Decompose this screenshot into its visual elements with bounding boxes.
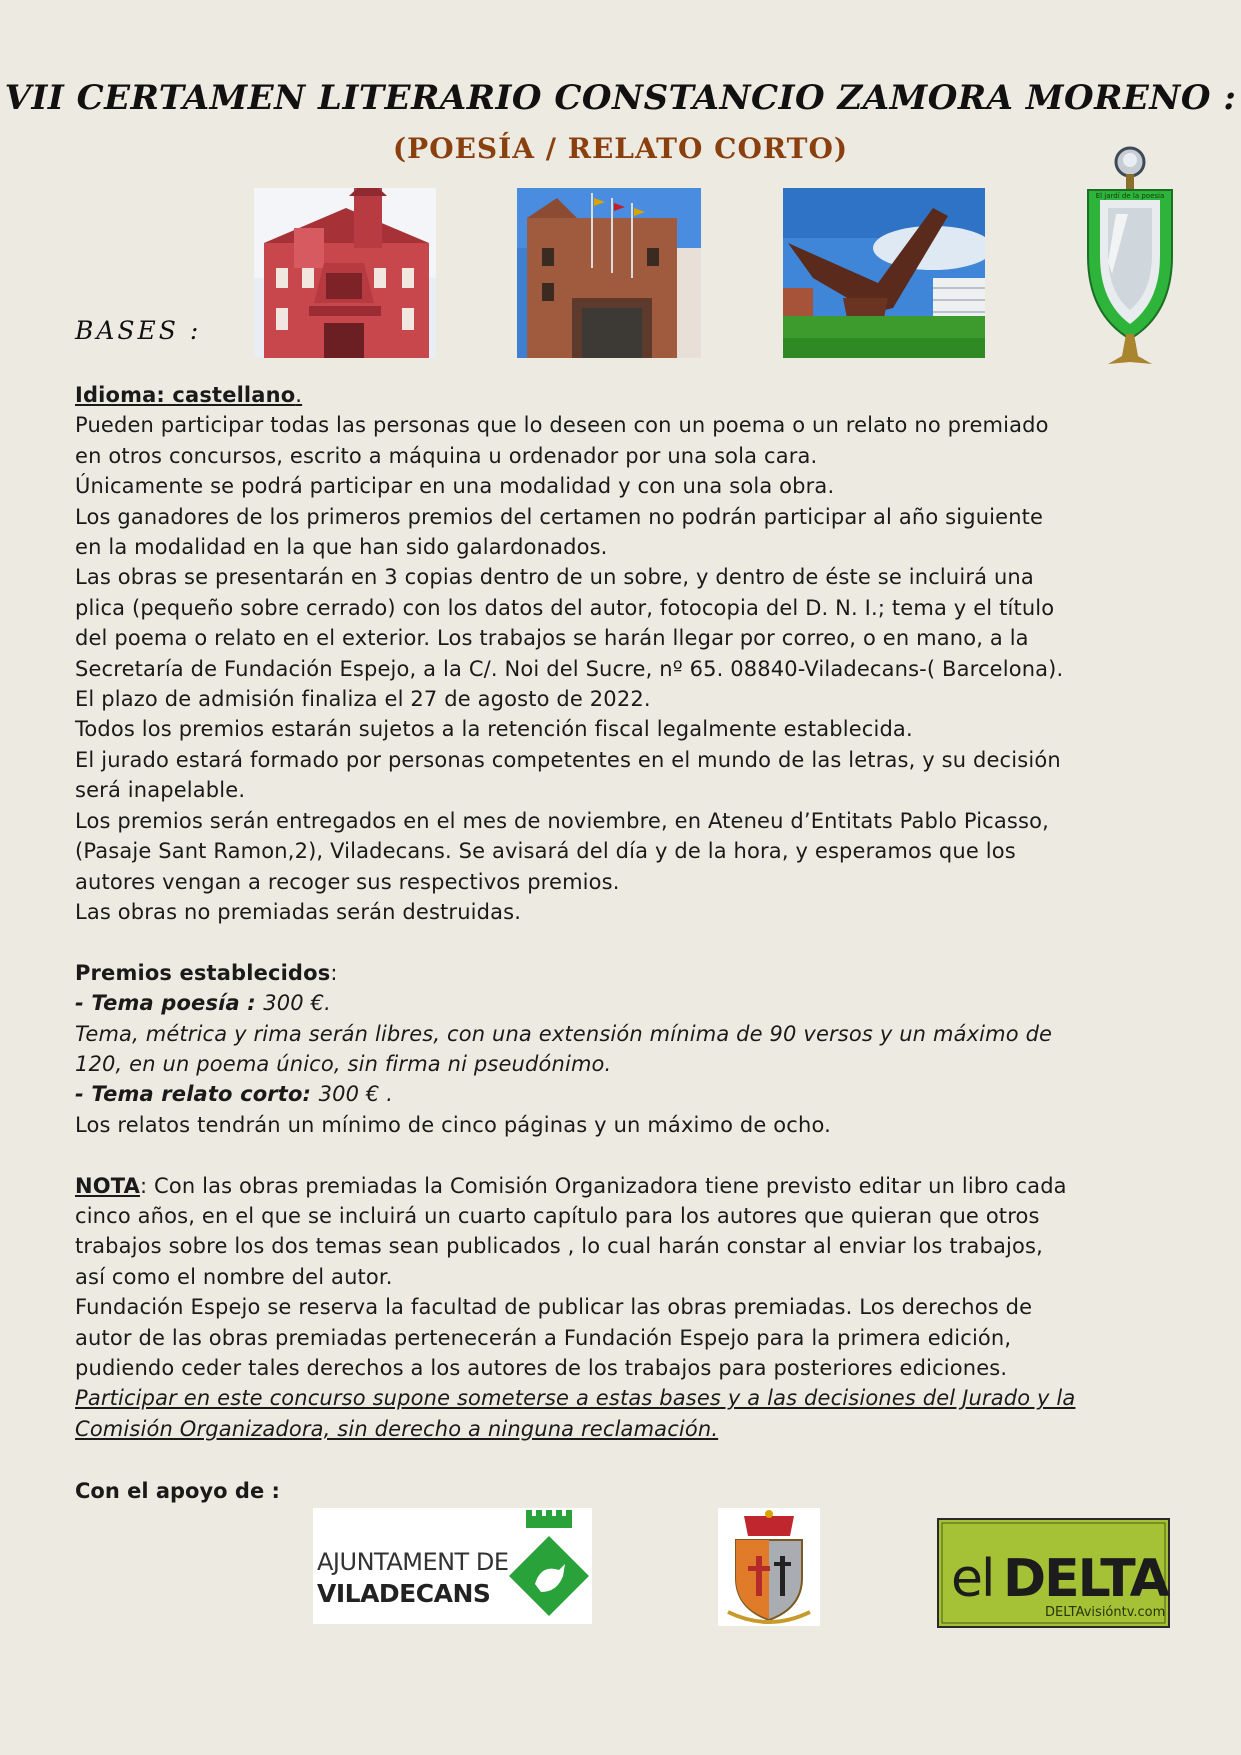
page-subtitle: (POESÍA / RELATO CORTO) <box>392 132 849 165</box>
ajuntament-viladecans-logo <box>313 1508 592 1628</box>
nota-line: cinco años, en el que se incluirá un cuarto capítulo para los autores que quieran que otros <box>75 1203 1040 1228</box>
rule-line: Todos los premios estarán sujetos a la retención fiscal legalmente establecida. <box>75 717 913 742</box>
nota-line: así como el nombre del autor. <box>75 1264 393 1289</box>
rule-line: será inapelable. <box>75 778 246 803</box>
svg-text:el: el <box>951 1549 994 1609</box>
svg-text:VILADECANS: VILADECANS <box>317 1579 491 1608</box>
prize-relato: - Tema relato corto: 300 € . <box>75 1082 394 1107</box>
rule-line: Únicamente se podrá participar en una modalidad y con una sola obra. <box>75 474 835 499</box>
nota-line: pudiendo ceder tales derechos a los autores de los trabajos para posteriores ediciones. <box>75 1355 1008 1380</box>
nota-line: NOTA: Con las obras premiadas la Comisión Organizadora tiene previsto editar un libro cada <box>75 1173 1067 1198</box>
rule-line: plica (pequeño sobre cerrado) con los datos del autor, fotocopia del D. N. I.; tema y el título <box>75 595 1055 620</box>
rule-line: en la modalidad en la que han sido galardonados. <box>75 535 608 560</box>
emblem-text: El jardí de la poesia <box>1095 192 1165 200</box>
page-title: VII CERTAMEN LITERARIO CONSTANCIO ZAMORA MORENO : <box>4 78 1237 118</box>
el-delta-logo <box>937 1518 1170 1632</box>
rule-line: Las obras no premiadas serán destruidas. <box>75 899 522 924</box>
disclaimer: Participar en este concurso supone someterse a estas bases y a las decisiones del Jurado y la <box>75 1386 1076 1411</box>
photo-town-hall <box>254 188 436 358</box>
rule-line: El jurado estará formado por personas competentes en el mundo de las letras, y su decisión <box>75 747 1061 772</box>
prize-poesia-desc: 120, en un poema único, sin firma ni pseudónimo. <box>75 1051 612 1076</box>
rule-line: Las obras se presentarán en 3 copias dentro de un sobre, y dentro de éste se incluirá una <box>75 565 1034 590</box>
prize-poesia-desc: Tema, métrica y rima serán libres, con una extensión mínima de 90 versos y un máximo de <box>75 1021 1053 1046</box>
rule-line: autores vengan a recoger sus respectivos premios. <box>75 869 620 894</box>
nota-label: NOTA <box>75 1173 140 1198</box>
mirror-shield-emblem <box>1080 144 1180 374</box>
nota-line: Fundación Espejo se reserva la facultad de publicar las obras premiadas. Los derechos de <box>75 1295 1033 1320</box>
support-label: Con el apoyo de : <box>75 1479 280 1503</box>
rule-line: Secretaría de Fundación Espejo, a la C/. Noi del Sucre, nº 65. 08840-Viladecans-( Barcelona). <box>75 656 1064 681</box>
prizes-heading: Premios establecidos: <box>75 960 338 985</box>
idioma-label: Idioma: castellano <box>75 383 296 407</box>
rule-line: Los premios serán entregados en el mes de noviembre, en Ateneu d’Entitats Pablo Picasso, <box>75 808 1049 833</box>
prize-poesia: - Tema poesía : 300 €. <box>75 991 331 1016</box>
disclaimer: Comisión Organizadora, sin derecho a ninguna reclamación. <box>75 1416 719 1441</box>
svg-text:AJUNTAMENT DE: AJUNTAMENT DE <box>317 1548 509 1576</box>
nota-line: trabajos sobre los dos temas sean publicados , lo cual harán constar al enviar los trabajos, <box>75 1234 1043 1259</box>
photo-sculpture <box>783 188 985 358</box>
photo-brick-building <box>517 188 701 358</box>
rule-line: (Pasaje Sant Ramon,2), Viladecans. Se avisará del día y de la hora, y esperamos que los <box>75 839 1016 864</box>
rule-line: en otros concursos, escrito a máquina u ordenador por una sola cara. <box>75 443 818 468</box>
nota-line: autor de las obras premiadas pertenecerán a Fundación Espejo para la primera edición, <box>75 1325 1012 1350</box>
svg-text:DELTAvisióntv.com: DELTAvisióntv.com <box>1045 1605 1166 1620</box>
coat-of-arms-logo <box>718 1508 820 1630</box>
prize-relato-desc: Los relatos tendrán un mínimo de cinco páginas y un máximo de ocho. <box>75 1112 831 1137</box>
rule-line: Pueden participar todas las personas que lo deseen con un poema o un relato no premiado <box>75 413 1049 438</box>
svg-text:DELTA: DELTA <box>1003 1549 1168 1609</box>
rule-line: El plazo de admisión finaliza el 27 de agosto de 2022. <box>75 687 651 712</box>
idioma-line: Idioma: castellano. <box>75 383 303 407</box>
rules-body <box>75 380 1175 1444</box>
bases-label: BASES : <box>75 316 202 345</box>
rule-line: Los ganadores de los primeros premios del certamen no podrán participar al año siguiente <box>75 504 1044 529</box>
rule-line: del poema o relato en el exterior. Los trabajos se harán llegar por correo, o en mano, a la <box>75 626 1029 651</box>
